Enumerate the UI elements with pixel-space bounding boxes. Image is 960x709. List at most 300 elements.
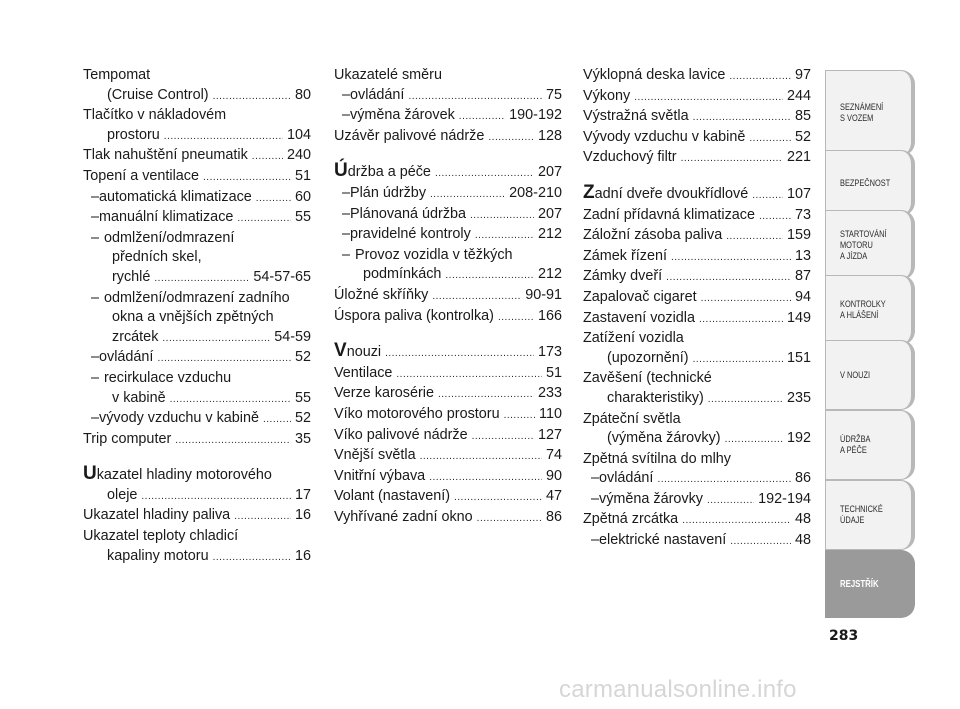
index-term-text: Víko palivové nádrže (334, 426, 468, 443)
page-reference: 192 (786, 430, 811, 447)
chapter-tab-label (840, 102, 895, 124)
chapter-tab-6[interactable] (825, 410, 915, 480)
dot-leader (157, 349, 291, 369)
index-letter-initial: U (83, 463, 97, 485)
index-entry-line (83, 430, 311, 451)
index-entry-line (91, 308, 311, 328)
dot-leader (213, 87, 291, 107)
chapter-tab-3[interactable] (825, 210, 915, 280)
index-term-text: Vnější světla (334, 447, 416, 464)
index-term-text: Verze karosérie (334, 385, 434, 402)
index-entry[interactable] (583, 148, 811, 169)
dot-leader (454, 488, 542, 508)
page-reference: 16 (294, 547, 311, 564)
index-entry-line (583, 206, 811, 227)
dot-leader (657, 470, 791, 490)
index-term-text: adní dveře dvoukřídlové (594, 185, 749, 202)
dot-leader (488, 128, 534, 148)
index-term-text: předních skel, (112, 249, 202, 266)
page-reference: 80 (294, 86, 311, 103)
index-term-text: zrcátek (112, 328, 159, 345)
index-term-text: ovládání (599, 470, 654, 487)
index-term-text: Zapalovač cigaret (583, 288, 697, 305)
index-entry-line (334, 487, 562, 508)
page-reference: 151 (786, 349, 811, 366)
index-entry[interactable] (334, 487, 562, 508)
index-term-text: Zámek řízení (583, 247, 667, 264)
index-entry[interactable] (583, 226, 811, 247)
index-term-text: prostoru (107, 126, 160, 143)
dot-leader (234, 507, 291, 527)
index-term-text: nouzi (346, 344, 382, 361)
index-term-text: podmínkách (363, 266, 442, 283)
chapter-tab-label (840, 370, 879, 381)
index-term-text: odmlžení/odmrazení zadního (104, 289, 290, 306)
index-entry[interactable] (334, 426, 562, 447)
index-term-text: Topení a ventilace (83, 167, 200, 184)
chapter-tab-5[interactable] (825, 340, 915, 410)
dot-leader (164, 127, 283, 147)
index-entry[interactable] (583, 267, 811, 288)
index-entry-line (334, 127, 562, 148)
index-term-text: (Cruise Control) (107, 86, 209, 103)
index-column-2 (334, 66, 562, 528)
index-entry-line (334, 364, 562, 385)
index-term-text: Provoz vozidla v těžkých (355, 246, 513, 263)
index-entry[interactable] (334, 340, 562, 364)
bullet-dash: – (591, 532, 600, 549)
dot-leader (170, 390, 291, 410)
index-column-3 (583, 66, 811, 552)
index-entry-line (91, 348, 311, 369)
page-reference: 207 (537, 205, 562, 222)
chapter-tab-label-line: S VOZEM (840, 113, 874, 124)
page-reference: 207 (537, 164, 562, 181)
page-reference: 128 (537, 127, 562, 144)
page-reference: 54-57-65 (253, 268, 311, 285)
chapter-tab-label-line: TECHNICKÉ (840, 504, 883, 515)
chapter-tab-label-line: BEZPEČNOST (840, 177, 891, 189)
page-reference: 13 (794, 247, 811, 264)
index-entry-line (334, 160, 562, 184)
page-reference: 87 (794, 268, 811, 285)
index-entry[interactable] (334, 364, 562, 385)
index-entry[interactable] (334, 160, 562, 184)
dot-leader (263, 410, 291, 430)
index-entry[interactable] (334, 307, 562, 328)
index-entry-line (91, 409, 311, 430)
index-entry-line (83, 146, 311, 167)
page-reference: 149 (786, 309, 811, 326)
dot-leader (162, 329, 270, 349)
index-entry[interactable] (334, 225, 562, 246)
page-reference: 240 (286, 147, 311, 164)
bullet-dash: – (91, 289, 100, 306)
page-reference: 60 (294, 188, 311, 205)
index-entry[interactable] (334, 184, 562, 205)
index-entry-line (334, 446, 562, 467)
index-entry[interactable] (334, 405, 562, 426)
page-reference: 48 (794, 511, 811, 528)
dot-leader (438, 385, 534, 405)
index-term-text: držba a péče (347, 164, 431, 181)
index-term-text: ovládání (350, 86, 405, 103)
index-letter-initial: V (334, 340, 347, 362)
dot-leader (213, 548, 291, 568)
chapter-tab-label (840, 299, 899, 321)
chapter-tab-label-line: A JÍZDA (840, 250, 868, 262)
dot-leader (256, 189, 291, 209)
page-reference: 107 (786, 185, 811, 202)
index-entry-line (583, 87, 811, 108)
index-entry[interactable] (83, 208, 311, 229)
index-entry[interactable] (583, 450, 811, 470)
index-term-text: Úspora paliva (kontrolka) (334, 307, 494, 324)
index-entry-line (583, 288, 811, 309)
index-entry-line (583, 389, 811, 410)
index-entry-line (583, 66, 811, 87)
index-entry-line (334, 286, 562, 307)
bullet-dash: – (342, 246, 351, 263)
bullet-dash: – (91, 349, 100, 366)
bullet-dash: – (342, 226, 351, 243)
chapter-tab-label-line: A PÉČE (840, 445, 867, 456)
index-entry[interactable] (583, 531, 811, 552)
page-reference: 212 (537, 226, 562, 243)
page-reference: 55 (294, 209, 311, 226)
bullet-dash: – (91, 410, 100, 427)
chapter-tab-8[interactable] (825, 550, 915, 618)
index-entry-line (334, 405, 562, 426)
index-entry-line (83, 547, 311, 568)
index-entry-line (583, 267, 811, 288)
index-entry[interactable] (83, 146, 311, 167)
index-entry[interactable] (583, 288, 811, 309)
chapter-tab-label (840, 504, 895, 526)
dot-leader (385, 344, 534, 364)
page-reference: 94 (794, 288, 811, 305)
index-term-text: Tempomat (83, 67, 151, 83)
page-reference: 173 (537, 344, 562, 361)
index-term-text: rychlé (112, 268, 151, 285)
index-entry[interactable] (83, 229, 311, 289)
dot-leader (420, 447, 542, 467)
dot-leader (432, 287, 521, 307)
index-entry[interactable] (583, 369, 811, 409)
index-entry-line (334, 384, 562, 405)
index-entry-line (334, 66, 562, 86)
index-entry-line (91, 328, 311, 349)
watermark-text: carmanualsonline.info (559, 676, 797, 703)
chapter-tab-label-line: ÚDAJE (840, 515, 865, 526)
index-entry[interactable] (583, 510, 811, 531)
index-entry-line (342, 205, 562, 226)
dot-leader (408, 87, 542, 107)
index-entry-line (591, 469, 811, 490)
dot-leader (445, 266, 534, 286)
dot-leader (693, 350, 783, 370)
index-term-text: v kabině (112, 389, 166, 406)
index-entry[interactable] (334, 106, 562, 127)
index-entry-line (83, 527, 311, 547)
index-entry-line (83, 463, 311, 486)
dot-leader (725, 430, 783, 450)
page-reference: 85 (794, 108, 811, 125)
index-entry[interactable] (583, 128, 811, 149)
index-entry[interactable] (83, 348, 311, 369)
dot-leader (699, 310, 783, 330)
chapter-tab-4[interactable] (825, 275, 915, 345)
page-reference: 90 (545, 467, 562, 484)
index-term-text: elektrické nastavení (599, 532, 727, 549)
index-term-text: Úložné skříňky (334, 286, 429, 303)
index-entry[interactable] (583, 469, 811, 490)
index-entry[interactable] (334, 384, 562, 405)
index-entry-line (91, 369, 311, 389)
index-term-text: (výměna žárovky) (607, 430, 721, 447)
bullet-dash: – (91, 188, 100, 205)
index-entry-line (91, 188, 311, 209)
index-entry[interactable] (83, 506, 311, 527)
index-term-text: Zámky dveří (583, 268, 663, 285)
index-term-text: Ukazatelé směru (334, 67, 442, 83)
index-term-text: Víko motorového prostoru (334, 405, 500, 422)
page-reference: 212 (537, 266, 562, 283)
index-entry[interactable] (334, 205, 562, 226)
index-term-text: kazatel hladiny motorového (96, 467, 272, 484)
index-entry[interactable] (583, 181, 811, 206)
index-entry[interactable] (583, 247, 811, 268)
dot-leader (175, 431, 291, 451)
index-term-text: automatická klimatizace (99, 188, 252, 205)
index-term-text: Tlak nahuštění pneumatik (83, 147, 248, 164)
index-entry[interactable] (83, 188, 311, 209)
index-term-text: Trip computer (83, 430, 172, 447)
index-entry-line (583, 349, 811, 370)
dot-leader (477, 509, 542, 529)
index-term-text: Vnitřní výbava (334, 467, 426, 484)
index-entry-line (91, 268, 311, 289)
page-reference: 86 (545, 508, 562, 525)
page-reference: 235 (786, 389, 811, 406)
page-reference: 127 (537, 426, 562, 443)
index-entry-line (583, 226, 811, 247)
index-term-text: (upozornění) (607, 349, 689, 366)
index-term-text: Zpáteční světla (583, 410, 681, 427)
index-term-text: Výklopná deska lavice (583, 67, 726, 83)
index-term-text: Záložní zásoba paliva (583, 227, 723, 244)
chapter-tab-label-line: ÚDRŽBA (840, 434, 871, 445)
dot-leader (435, 164, 534, 184)
index-term-text: výměna žárovky (599, 490, 703, 507)
page-reference: 75 (545, 86, 562, 103)
index-entry[interactable] (83, 66, 311, 106)
index-entry[interactable] (583, 490, 811, 511)
index-term-text: Plán údržby (350, 184, 427, 201)
index-entry[interactable] (583, 410, 811, 450)
bullet-dash: – (342, 205, 351, 222)
dot-leader (729, 67, 791, 87)
index-entry-line (334, 426, 562, 447)
dot-leader (470, 206, 534, 226)
index-term-text: charakteristiky) (607, 389, 704, 406)
index-entry[interactable] (334, 508, 562, 529)
chapter-tab-label (840, 434, 879, 456)
page-reference: 244 (786, 87, 811, 104)
index-entry-line (83, 167, 311, 188)
index-entry[interactable] (334, 286, 562, 307)
dot-leader (682, 511, 791, 531)
chapter-tab-label-line: STARTOVÁNÍ (840, 228, 887, 240)
index-entry[interactable] (334, 127, 562, 148)
index-entry-line (583, 181, 811, 206)
dot-leader (475, 226, 534, 246)
page-reference: 166 (537, 307, 562, 324)
index-entry[interactable] (583, 206, 811, 227)
dot-leader (666, 268, 791, 288)
dot-leader (671, 248, 791, 268)
chapter-tab-7[interactable] (825, 480, 915, 550)
chapter-tab-label (840, 579, 889, 590)
dot-leader (752, 186, 783, 206)
index-entry-line (91, 229, 311, 249)
page-reference: 104 (286, 126, 311, 143)
index-entry-line (83, 66, 311, 86)
index-entry-line (583, 429, 811, 450)
chapter-tab-1[interactable] (825, 70, 915, 156)
index-entry[interactable] (334, 86, 562, 107)
index-term-text: Zadní přídavná klimatizace (583, 206, 755, 223)
page-reference: 17 (294, 486, 311, 503)
index-entry-line (583, 148, 811, 169)
dot-leader (430, 185, 505, 205)
index-entry[interactable] (83, 409, 311, 430)
index-entry[interactable] (583, 66, 811, 87)
index-entry-line (334, 467, 562, 488)
page-reference: 221 (786, 149, 811, 166)
index-entry[interactable] (583, 87, 811, 108)
dot-leader (749, 129, 791, 149)
index-entry[interactable] (83, 463, 311, 506)
index-entry[interactable] (334, 246, 562, 286)
index-entry-line (583, 329, 811, 349)
index-term-text: Výstražná světla (583, 108, 689, 125)
dot-leader (396, 365, 542, 385)
page-reference: 48 (794, 532, 811, 549)
index-term-text: Uzávěr palivové nádrže (334, 127, 485, 144)
index-entry-line (583, 107, 811, 128)
chapter-tab-label-line: V NOUZI (840, 369, 871, 381)
chapter-tab-2[interactable] (825, 150, 915, 216)
page-reference: 90-91 (525, 286, 562, 303)
index-entry[interactable] (83, 106, 311, 146)
index-term-text: Výkony (583, 87, 631, 104)
dot-leader (459, 107, 505, 127)
index-entry-line (342, 184, 562, 205)
page-number: 283 (829, 628, 859, 644)
index-letter-initial: Z (583, 181, 595, 203)
index-term-text: okna a vnějších zpětných (112, 309, 274, 326)
index-entry[interactable] (583, 329, 811, 369)
chapter-tab-label-line: A HLÁŠENÍ (840, 310, 879, 321)
page-reference: 190-192 (509, 107, 562, 124)
index-entry-line (91, 248, 311, 268)
bullet-dash: – (342, 184, 351, 201)
index-entry[interactable] (334, 66, 562, 86)
index-entry-line (334, 508, 562, 529)
index-entry-line (334, 307, 562, 328)
page-reference: 51 (545, 364, 562, 381)
index-term-text: Tlačítko v nákladovém (83, 107, 227, 124)
index-term-text: Zpětná zrcátka (583, 511, 679, 528)
index-term-text: výměna žárovek (350, 107, 455, 124)
index-entry-line (83, 106, 311, 126)
chapter-tab-label-line: MOTORU (840, 239, 873, 251)
index-entry-line (83, 126, 311, 147)
index-entry[interactable] (83, 167, 311, 188)
index-term-text: Plánovaná údržba (350, 205, 467, 222)
dot-leader (504, 406, 535, 426)
index-entry[interactable] (583, 107, 811, 128)
dot-leader (237, 209, 291, 229)
index-entry-line (91, 208, 311, 229)
page-reference: 97 (794, 67, 811, 83)
dot-leader (429, 468, 542, 488)
dot-leader (681, 149, 783, 169)
page-reference: 47 (545, 488, 562, 505)
index-entry-line (342, 225, 562, 246)
bullet-dash: – (91, 209, 100, 226)
dot-leader (141, 487, 291, 507)
index-entry[interactable] (83, 369, 311, 409)
dot-leader (203, 168, 291, 188)
dot-leader (730, 532, 791, 552)
page-reference: 110 (539, 405, 562, 422)
index-term-text: Vyhřívané zadní okno (334, 508, 473, 525)
index-term-text: pravidelné kontroly (350, 226, 471, 243)
index-entry[interactable] (83, 430, 311, 451)
page-reference: 74 (545, 447, 562, 464)
chapter-tab-label (840, 178, 904, 189)
page-reference: 35 (294, 430, 311, 447)
index-entry[interactable] (83, 289, 311, 349)
dot-leader (759, 207, 791, 227)
page-reference: 86 (794, 470, 811, 487)
index-entry-line (83, 86, 311, 107)
chapter-tab-label-line: REJSTŘÍK (840, 578, 879, 590)
index-entry[interactable] (583, 309, 811, 330)
index-term-text: ovládání (99, 349, 154, 366)
index-entry-line (591, 490, 811, 511)
index-entry[interactable] (334, 467, 562, 488)
page-reference: 233 (537, 385, 562, 402)
index-entry-line (334, 340, 562, 364)
chapter-tab-label-line: KONTROLKY (840, 299, 886, 310)
index-entry-line (583, 410, 811, 430)
index-letter-initial: Ú (334, 160, 348, 182)
bullet-dash: – (342, 107, 351, 124)
index-entry[interactable] (83, 527, 311, 567)
dot-leader (252, 147, 283, 167)
dot-leader (154, 269, 249, 289)
index-entry[interactable] (334, 446, 562, 467)
page-reference: 159 (786, 227, 811, 244)
index-term-text: odmlžení/odmrazení (104, 229, 235, 246)
index-entry-line (83, 506, 311, 527)
page-reference: 52 (794, 128, 811, 145)
page-reference: 52 (294, 349, 311, 366)
index-entry-line (583, 369, 811, 389)
